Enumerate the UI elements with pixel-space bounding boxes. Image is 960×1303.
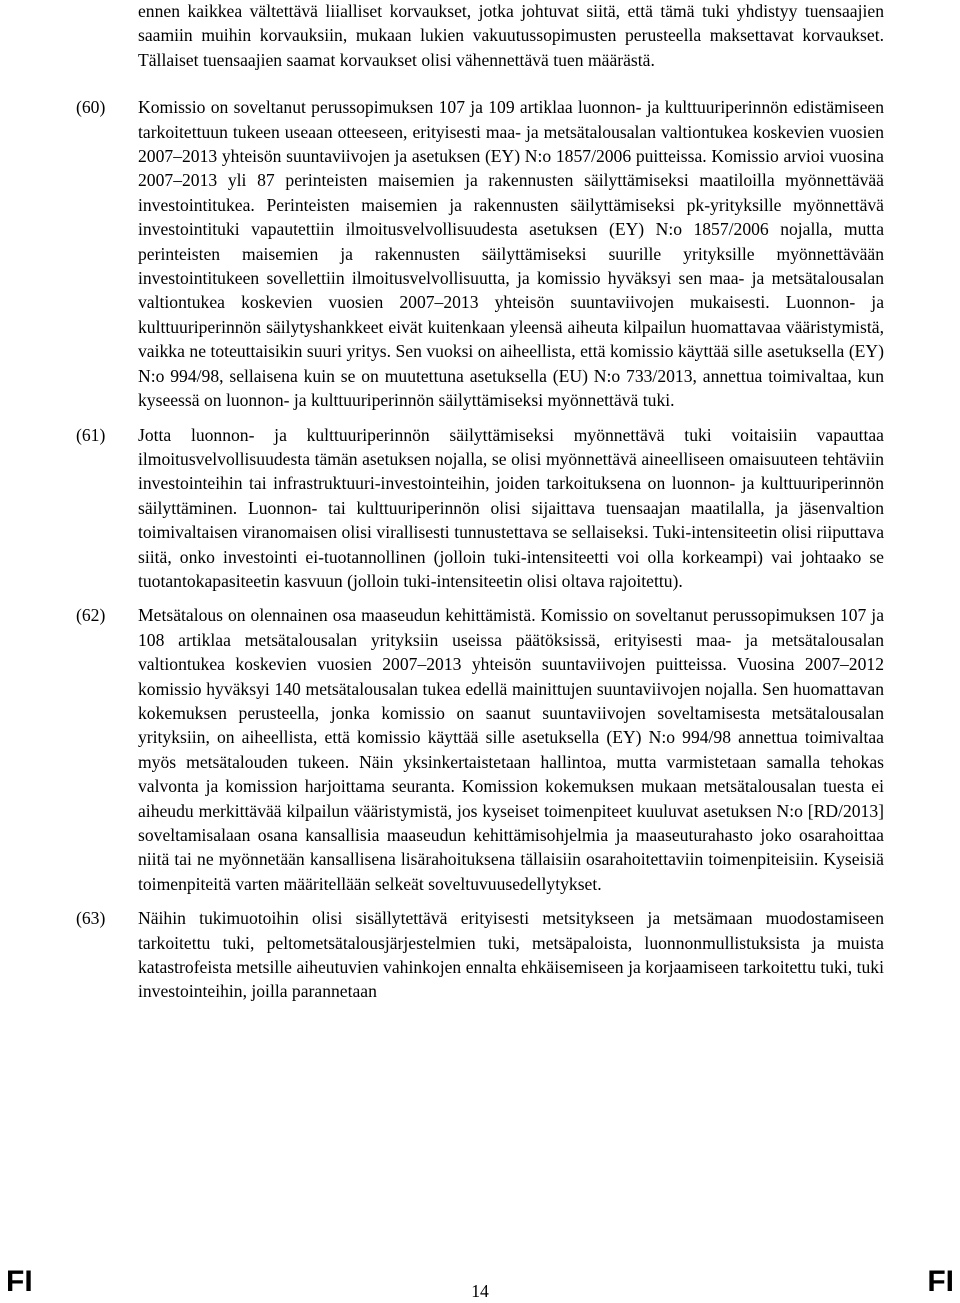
paragraph-61 <box>0 423 960 594</box>
paragraph-number: (63) <box>76 908 106 929</box>
paragraph-number: (60) <box>76 97 106 118</box>
paragraph-60 <box>0 95 960 412</box>
paragraph-continuation <box>0 0 960 73</box>
paragraph-text: Metsätalous on olennainen osa maaseudun kehittämistä. Komissio on soveltanut perussopimuksen 107 ja 108 artiklaa metsätalousalan yrityksiin useissa päätöksissä, erityisesti maa- ja metsätalousalan valtiontukea koskevien vuosien 2007–2013 yhteisön suuntaviivojen puitteissa. Vuosina 2007–2012 komissio hyväksyi 140 metsätalousalan tukea edellä mainittujen suuntaviivojen nojalla. Sen huomattavan kokemuksen perusteella, jonka komissio on saanut suuntaviivojen soveltamisesta metsätalousalan yrityksiin, on aiheellista, että komissio käyttää sille asetuksella (EY) N:o 994/98 annettua toimivaltaa myös metsätalouden tukeen. Näin yksinkertaistetaan hallintoa, mutta varmistetaan samalla tehokas valvonta ja komission harjoittama seuranta. Komission kokemuksen mukaan metsätalousalan tuesta ei aiheudu merkittävää kilpailun vääristymistä, jos kyseiset toimenpiteet kuuluvat asetuksen N:o [RD/2013] soveltamisalaan osana kansallisia maaseudun kehittämisohjelmia ja maaseuturahasto joko osarahoittaa niitä tai ne myönnetään kansallisena lisärahoituksena tällaisiin osarahoitettaviin toimenpiteisiin. Kyseisiä toimenpiteitä varten määritellään selkeät soveltuvuusedellytykset. <box>138 605 884 894</box>
paragraph-text: Näihin tukimuotoihin olisi sisällytettävä erityisesti metsitykseen ja metsämaan muodostamiseen tarkoitettu tuki, peltometsätalousjärjestelmien tuki, metsäpaloista, luonnonmullistuksista ja muista katastrofeista metsille aiheutuvien vahinkojen ennalta ehkäisemiseen ja korjaamiseen tarkoitettu tuki, tuki investointeihin, joilla parannetaan <box>138 908 884 1002</box>
footer-language-left: FI <box>6 1265 33 1298</box>
page-number: 14 <box>471 1281 489 1301</box>
paragraph-number: (62) <box>76 605 106 626</box>
paragraph-text: Komissio on soveltanut perussopimuksen 107 ja 109 artiklaa luonnon- ja kulttuuriperinnön edistämiseen tarkoitettuun tukeen useaan otteeseen, erityisesti maa- ja metsätalousalan valtiontukea koskevien vuosien 2007–2013 yhteisön suuntaviivojen ja asetuksen (EY) N:o 1857/2006 puitteissa. Komissio arvioi vuosina 2007–2013 yli 87 perinteisten maisemien ja rakennusten säilyttämiseksi maatiloilla myönnettävää investointitukea. Perinteisten maisemien ja rakennusten säilyttämiseksi pk-yrityksille myönnettävä investointituki vapautettiin ilmoitusvelvollisuudesta asetuksen (EY) N:o 1857/2006 nojalla, mutta perinteisten maisemien ja rakennusten säilyttämiseksi suurille yrityksille myönnettävään investointitukeen sovellettiin ilmoitusvelvollisuutta, ja komissio hyväksyi sen maa- ja metsätalousalan valtiontukea koskevien vuosien 2007–2013 yhteisön suuntaviivojen mukaisesti. Luonnon- ja kulttuuriperinnön säilytyshankkeet eivät kuitenkaan yleensä aiheuta kilpailun huomattavaa vääristymistä, vaikka ne toteuttaisikin suuri yritys. Sen vuoksi on aiheellista, että komissio käyttää sille asetuksella (EY) N:o 994/98, sellaisena kuin se on muutettuna asetuksella (EU) N:o 733/2013, annettua toimivaltaa, kun kyseessä on luonnon- ja kulttuuriperinnön säilyttämiseksi myönnettävä tuki. <box>138 97 884 411</box>
paragraph-number: (61) <box>76 424 106 445</box>
paragraph-text: Jotta luonnon- ja kulttuuriperinnön säilyttämiseksi myönnettävä tuki voitaisiin vapauttaa ilmoitusvelvollisuudesta tämän asetuksen nojalla, se olisi myönnettävä aineelliseen omaisuuteen tehtäviin investointeihin tai infrastruktuuri-investointeihin, joiden tarkoituksena on luonnon- ja kulttuuriperinnön säilyttäminen. Luonnon- tai kulttuuriperinnön olisi sijaittava tuensaajan maatilalla, ja jäsenvaltion toimivaltaisen viranomaisen olisi virallisesti tunnustettava se sellaiseksi. Tuki-intensiteetin olisi riiputtava siitä, onko investointi ei-tuotannollinen (jolloin tuki-intensiteetti voi olla korkeampi) vai johtaako se tuotantokapasiteetin kasvuun (jolloin tuki-intensiteetin olisi oltava rajoitettu). <box>138 424 884 591</box>
paragraph-text: ennen kaikkea vältettävä liialliset korvaukset, jotka johtuvat siitä, että tämä tuki yhdistyy tuensaajien saamiin muihin korvauksiin, mukaan lukien vakuutussopimusten perusteella maksettavat korvaukset. Tällaiset tuensaajien saamat korvaukset olisi vähennettävä tuen määrästä. <box>138 1 884 70</box>
footer-language-right: FI <box>927 1265 954 1298</box>
paragraph-62 <box>0 603 960 896</box>
paragraph-63 <box>0 906 960 1004</box>
